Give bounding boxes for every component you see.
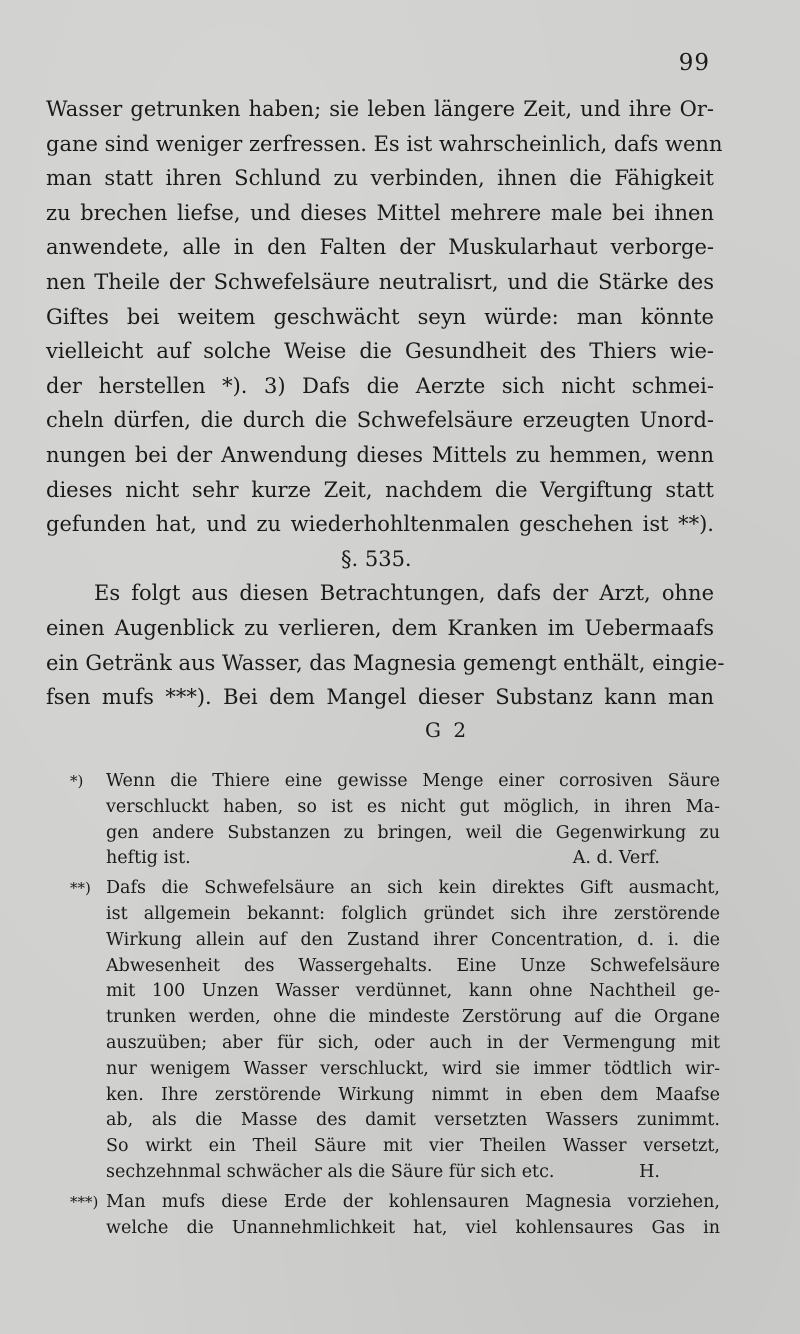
footnote-text: heftig ist. xyxy=(106,848,191,869)
text-line: anwendete, alle in den Falten der Muskularhaut verborge- xyxy=(46,235,714,260)
footnote-line: welche die Unannehmlichkeit hat, viel kohlensaures Gas in xyxy=(106,1217,720,1238)
footnote-signature: H. xyxy=(639,1161,660,1182)
sheet-signature: G 2 xyxy=(425,718,470,742)
footnote-line: verschluckt haben, so ist es nicht gut möglich, in ihren Ma- xyxy=(106,796,720,817)
text-line: vielleicht auf solche Weise die Gesundheit des Thiers wie- xyxy=(46,339,714,364)
footnote-marker: ***) xyxy=(70,1192,99,1211)
footnote-line xyxy=(106,846,720,872)
footnote-marker: *) xyxy=(70,772,84,790)
footnote-line xyxy=(106,1160,720,1186)
text-line: gefunden hat, und zu wiederhohltenmalen geschehen ist **). xyxy=(46,512,714,537)
text-line: dieses nicht sehr kurze Zeit, nachdem die Vergiftung statt xyxy=(46,477,714,502)
footnote-line: Dafs die Schwefelsäure an sich kein direktes Gift ausmacht, xyxy=(106,878,720,899)
text-line: zu brechen liefse, und dieses Mittel mehrere male bei ihnen xyxy=(46,200,714,225)
main-text xyxy=(46,92,725,715)
footnote-line: trunken werden, ohne die mindeste Zerstörung auf die Organe xyxy=(106,1007,720,1028)
footnote-line: Abwesenheit des Wassergehalts. Eine Unze Schwefelsäure xyxy=(106,955,720,976)
footnote-line: Wirkung allein auf den Zustand ihrer Concentration, d. i. die xyxy=(106,929,720,950)
footnote-text: sechzehnmal schwächer als die Säure für sich etc. xyxy=(106,1161,555,1182)
text-line: cheln dürfen, die durch die Schwefelsäure erzeugten Unord- xyxy=(46,408,714,433)
footnote-line: mit 100 Unzen Wasser verdünnet, kann ohne Nachtheil ge- xyxy=(106,981,720,1002)
text-line: Giftes bei weitem geschwächt seyn würde: man könnte xyxy=(46,304,714,329)
text-line: man statt ihren Schlund zu verbinden, ihnen die Fähigkeit xyxy=(46,166,714,191)
footnote-line: Wenn die Thiere eine gewisse Menge einer corrosiven Säure xyxy=(106,771,720,791)
footnote-2 xyxy=(70,876,720,1186)
footnote-signature: A. d. Verf. xyxy=(572,848,660,869)
text-line: nungen bei der Anwendung dieses Mittels zu hemmen, wenn xyxy=(46,442,714,467)
footnote-line: ist allgemein bekannt: folglich gründet sich ihre zerstörende xyxy=(106,903,720,924)
footnote-line: auszuüben; aber für sich, oder auch in der Vermengung mit xyxy=(106,1032,720,1053)
page-number: 99 xyxy=(678,50,710,76)
footnote-3 xyxy=(70,1190,720,1242)
footnotes xyxy=(70,769,720,1245)
text-line: ein Getränk aus Wasser, das Magnesia gemengt enthält, eingie- xyxy=(46,650,725,675)
section-heading: §. 535. xyxy=(341,546,412,571)
footnote-line: gen andere Substanzen zu bringen, weil die Gegenwirkung zu xyxy=(106,822,720,843)
text-line: einen Augenblick zu verlieren, dem Kranken im Uebermaafs xyxy=(46,615,714,640)
text-line: fsen mufs ***). Bei dem Mangel dieser Substanz kann man xyxy=(46,685,714,710)
text-line: nen Theile der Schwefelsäure neutralisrt, und die Stärke des xyxy=(46,269,714,294)
footnote-line: ken. Ihre zerstörende Wirkung nimmt in eben dem Maafse xyxy=(106,1084,720,1105)
footnote-line: So wirkt ein Theil Säure mit vier Theilen Wasser versetzt, xyxy=(106,1136,720,1157)
text-line: der herstellen *). 3) Dafs die Aerzte sich nicht schmei- xyxy=(46,373,714,398)
text-line: Wasser getrunken haben; sie leben längere Zeit, und ihre Or- xyxy=(46,97,714,121)
text-line: Es folgt aus diesen Betrachtungen, dafs der Arzt, ohne xyxy=(94,581,714,606)
footnote-line: Man mufs diese Erde der kohlensauren Magnesia vorziehen, xyxy=(106,1191,720,1212)
footnote-1 xyxy=(70,769,720,872)
footnote-line: ab, als die Masse des damit versetzten Wassers zunimmt. xyxy=(106,1110,720,1131)
footnote-line: nur wenigem Wasser verschluckt, wird sie immer tödtlich wir- xyxy=(106,1058,720,1079)
footnote-marker: **) xyxy=(70,879,91,898)
text-line: gane sind weniger zerfressen. Es ist wahrscheinlich, dafs wenn xyxy=(46,131,723,156)
